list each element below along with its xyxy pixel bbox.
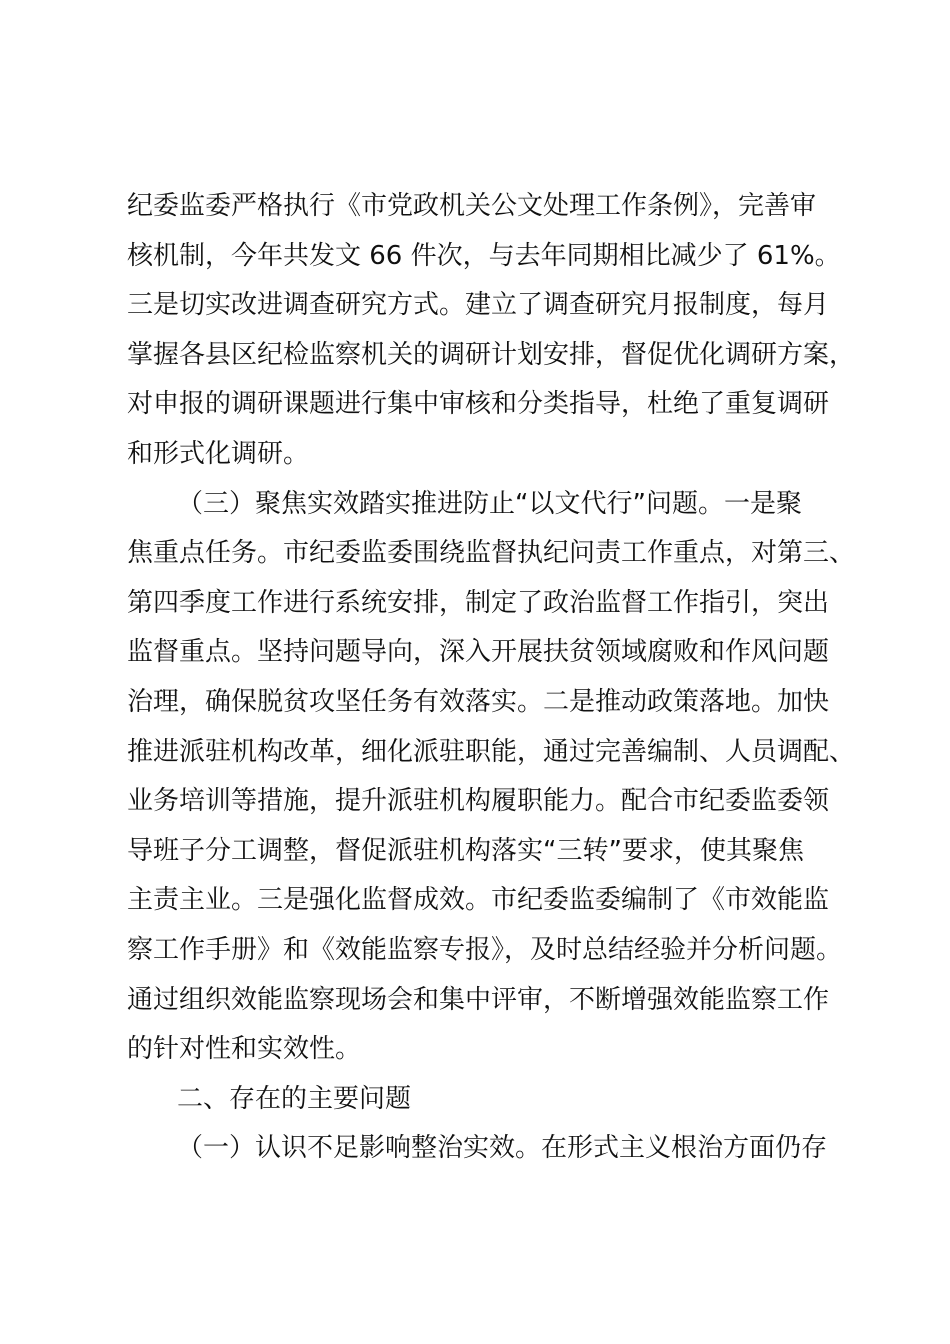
paragraph-line: 推进派驻机构改革，细化派驻职能，通过完善编制、人员调配、: [127, 736, 856, 767]
paragraph-line: 第四季度工作进行系统安排，制定了政治监督工作指引，突出: [127, 587, 830, 618]
paragraph-line: 焦重点任务。市纪委监委围绕监督执纪问责工作重点，对第三、: [127, 538, 856, 569]
paragraph-line: 治理，确保脱贫攻坚任务有效落实。二是推动政策落地。加快: [127, 686, 830, 717]
paragraph-line: 业务培训等措施，提升派驻机构履职能力。配合市纪委监委领: [127, 786, 830, 817]
section-heading: 二、存在的主要问题: [177, 1083, 412, 1114]
paragraph-line: 导班子分工调整，督促派驻机构落实“三转”要求，使其聚焦: [127, 835, 804, 866]
section-heading-line: （三）聚焦实效踏实推进防止“以文代行”问题。一是聚: [177, 488, 802, 519]
paragraph-line: 监督重点。坚持问题导向，深入开展扶贫领域腐败和作风问题: [127, 637, 830, 668]
paragraph-line: 纪委监委严格执行《市党政机关公文处理工作条例》，完善审: [127, 191, 817, 221]
paragraph-line: 核机制，今年共发文 66 件次，与去年同期相比减少了 61%。: [127, 240, 841, 271]
paragraph-line: 察工作手册》和《效能监察专报》，及时总结经验并分析问题。: [127, 934, 843, 965]
paragraph-line: 的针对性和实效性。: [127, 1034, 362, 1065]
paragraph-line: 主责主业。三是强化监督成效。市纪委监委编制了《市效能监: [127, 885, 830, 916]
paragraph-line: 掌握各县区纪检监察机关的调研计划安排，督促优化调研方案，: [127, 339, 856, 370]
document-body: [127, 182, 856, 1174]
paragraph-line: 对申报的调研课题进行集中审核和分类指导，杜绝了重复调研: [127, 389, 830, 420]
paragraph-line: 和形式化调研。: [127, 438, 310, 469]
subsection-heading-line: （一）认识不足影响整治实效。在形式主义根治方面仍存: [177, 1133, 828, 1164]
paragraph-line: 三是切实改进调查研究方式。建立了调查研究月报制度，每月: [127, 290, 830, 321]
paragraph-line: 通过组织效能监察现场会和集中评审，不断增强效能监察工作: [127, 984, 830, 1015]
